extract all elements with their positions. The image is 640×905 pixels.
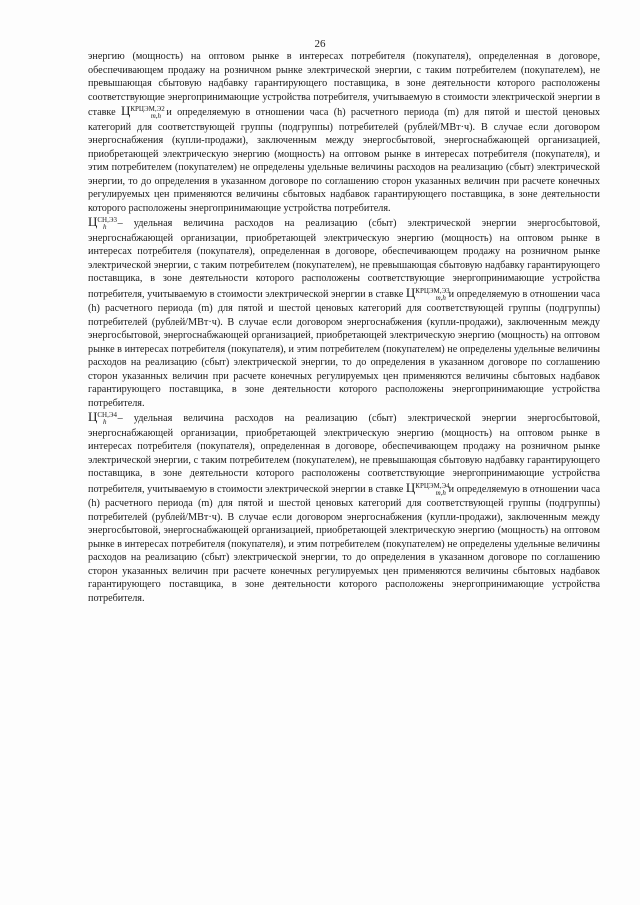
price-symbol-sn-e4 [88, 409, 117, 426]
symbol-superscript: СН,Э3 [97, 216, 117, 224]
paragraph-3 [88, 410, 600, 605]
price-symbol-krcem-e3 [405, 284, 450, 302]
symbol-subscript: h [103, 223, 107, 231]
symbol-superscript: КРЦЭМ,Э3 [415, 286, 450, 295]
symbol-superscript: КРЦЭМ,Э4 [415, 481, 450, 490]
page-number: 26 [314, 38, 326, 50]
symbol-subscript: m,h [150, 112, 162, 120]
document-body [88, 50, 600, 605]
price-symbol-krcem-e4 [405, 479, 450, 497]
price-symbol-sn-e3 [88, 214, 117, 231]
paragraph-tail: и определяемую в отношении часа (h) расчетного периода (m) для пятой и шестой ценовых категорий для соответствующей группы (подгруппы) потребителей (рублей/МВт·ч). В случае если договором энергоснабжения (купли-продажи), заключенным между энергосбытовой, энергоснабжающей организацией, приобретающей электрическую энергию (мощность) на оптовом рынке в интересах потребителя (покупателя), и этим потребителем (покупателем) не определены удельные величины расходов на реализацию (сбыт) электрической энергии, то до определения в указанном договоре по соглашению сторон указанных величин при расчете конечных регулируемых цен применяются величины сбытовых надбавок гарантирующего поставщика, в зоне деятельности которого расположены энергопринимающие устройства потребителя. [88, 288, 600, 409]
symbol-subscript: m,h [435, 293, 446, 302]
price-symbol-krcem-e2 [120, 103, 165, 120]
symbol-letter: Ц [88, 409, 98, 424]
symbol-letter: Ц [405, 479, 416, 495]
symbol-subscript: h [103, 418, 107, 426]
symbol-subscript: m,h [435, 488, 446, 497]
paragraph-1 [88, 50, 600, 215]
symbol-superscript: СН,Э4 [97, 411, 117, 419]
paragraph-text: – удельная величина расходов на реализацию (сбыт) электрической энергии энергосбытовой, энергоснабжающей организации, приобретающей электрическую энергию (мощность) на оптовом рынке в интересах потребителя (покупателя), определенная в договоре, обеспечивающем продажу на розничном рынке электрической энергии, с таким потребителем (покупателем), не превышающая сбытовую надбавку гарантирующего поставщика, в зоне деятельности которого расположены соответствующие энергопринимающие устройства потребителя, учитываемую в стоимости электрической энергии в ставке [88, 413, 600, 495]
paragraph-tail: и определяемую в отношении часа (h) расчетного периода (m) для пятой и шестой ценовых категорий для соответствующей группы (подгруппы) потребителей (рублей/МВт·ч). В случае если договором энергоснабжения (купли-продажи), заключенным между энергосбытовой, энергоснабжающей организацией, приобретающей электрическую энергию (мощность) на оптовом рынке в интересах потребителя (покупателя), и этим потребителем (покупателем) не определены удельные величины расходов на реализацию (сбыт) электрической энергии, то до определения в указанном договоре по соглашению сторон указанных величин при расчете конечных регулируемых цен применяются величины сбытовых надбавок гарантирующего поставщика, в зоне деятельности которого расположены энергопринимающие устройства потребителя. [88, 107, 601, 214]
paragraph-tail: и определяемую в отношении часа (h) расчетного периода (m) для пятой и шестой ценовых категорий для соответствующей группы (подгруппы) потребителей (рублей/МВт·ч). В случае если договором энергоснабжения (купли-продажи), заключенным между энергосбытовой, энергоснабжающей организацией, приобретающей электрическую энергию (мощность) на оптовом рынке в интересах потребителя (покупателя), и этим потребителем (покупателем) не определены удельные величины расходов на реализацию (сбыт) электрической энергии, то до определения в указанном договоре по соглашению сторон указанных величин при расчете конечных регулируемых цен применяются величины сбытовых надбавок гарантирующего поставщика, в зоне деятельности которого расположены энергопринимающие устройства потребителя. [88, 483, 600, 604]
symbol-superscript: КРЦЭМ,Э2 [130, 105, 165, 113]
paragraph-text: – удельная величина расходов на реализацию (сбыт) электрической энергии энергосбытовой, энергоснабжающей организации, приобретающей электрическую энергию (мощность) на оптовом рынке в интересах потребителя (покупателя), определенная в договоре, обеспечивающем продажу на розничном рынке электрической энергии, с таким потребителем (покупателем), не превышающая сбытовую надбавку гарантирующего поставщика, в зоне деятельности которого расположены соответствующие энергопринимающие устройства потребителя, учитываемую в стоимости электрической энергии в ставке [88, 218, 600, 300]
symbol-letter: Ц [405, 284, 416, 300]
paragraph-2 [88, 215, 600, 410]
paragraph-text: энергию (мощность) на оптовом рынке в интересах потребителя (покупателя), определенная в договоре, обеспечивающем продажу на розничном рынке электрической энергии, с таким потребителем (покупателем), не превышающая сбытовую надбавку гарантирующего поставщика, в зоне деятельности которого расположены соответствующие энергопринимающие устройства потребителя, учитываемую в стоимости электрической энергии в ставке [88, 51, 600, 118]
symbol-letter: Ц [88, 214, 98, 229]
symbol-letter: Ц [120, 103, 131, 118]
